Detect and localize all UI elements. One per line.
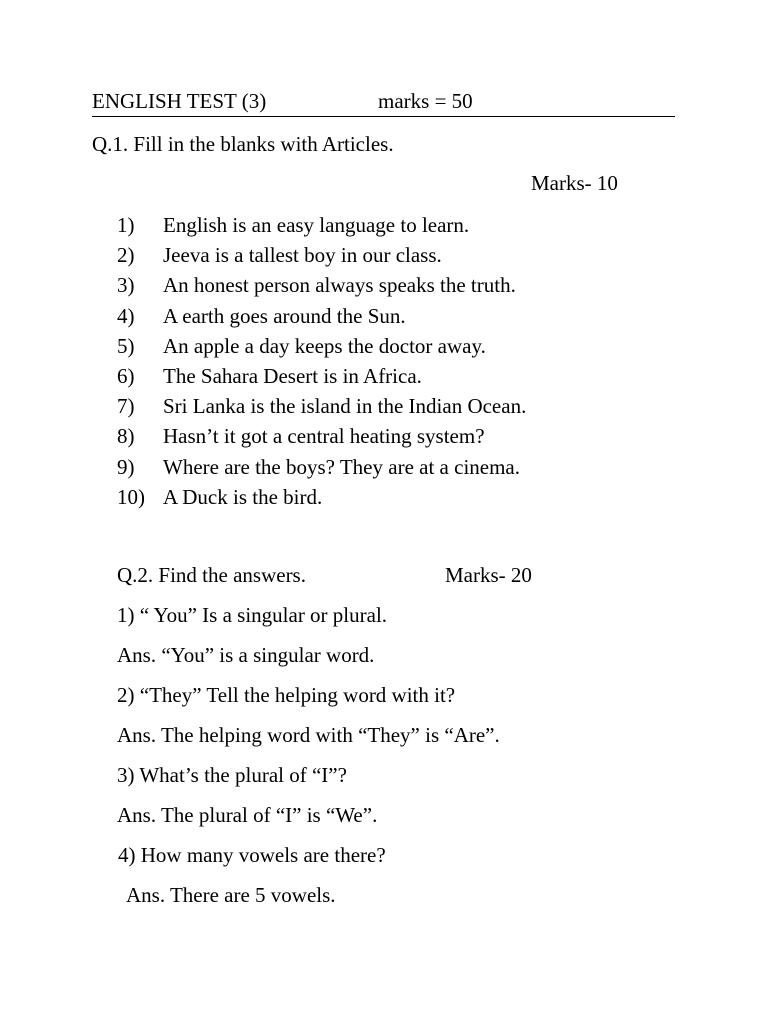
list-item	[117, 240, 526, 270]
q2-answer: Ans. There are 5 vowels.	[126, 883, 336, 907]
test-title: ENGLISH TEST (3)	[92, 89, 267, 113]
item-text: Jeeva is a tallest boy in our class.	[163, 243, 442, 268]
item-text: Hasn’t it got a central heating system?	[163, 424, 485, 449]
list-item	[117, 452, 526, 482]
q2-question: 1) “ You” Is a singular or plural.	[117, 603, 388, 627]
list-item	[117, 482, 526, 512]
item-text: An honest person always speaks the truth.	[163, 273, 516, 298]
q2-question: 3) What’s the plural of “I”?	[117, 763, 347, 787]
q2-answer: Ans. “You” is a singular word.	[117, 643, 375, 667]
list-item	[117, 391, 526, 421]
list-item	[117, 210, 526, 240]
item-number: 4)	[117, 303, 135, 328]
item-text: An apple a day keeps the doctor away.	[163, 333, 486, 358]
q1-list	[117, 210, 526, 512]
q2-title: Q.2. Find the answers.	[117, 563, 306, 587]
list-item	[117, 270, 526, 300]
item-number: 5)	[117, 333, 135, 358]
q2-marks: Marks- 20	[445, 563, 532, 587]
item-number: 7)	[117, 394, 135, 419]
item-number: 1)	[117, 213, 135, 237]
item-text: Sri Lanka is the island in the Indian Ocean.	[163, 394, 527, 419]
item-text: Where are the boys? They are at a cinema.	[163, 454, 520, 479]
item-text: The Sahara Desert is in Africa.	[163, 363, 422, 388]
header-underline	[92, 116, 675, 117]
item-text: A earth goes around the Sun.	[163, 303, 406, 328]
q1-title: Q.1. Fill in the blanks with Articles.	[92, 132, 394, 156]
item-number: 9)	[117, 454, 135, 479]
q2-question: 2) “They” Tell the helping word with it?	[117, 683, 456, 707]
q1-marks: Marks- 10	[531, 171, 618, 195]
q2-question: 4) How many vowels are there?	[118, 843, 386, 867]
item-text: A Duck is the bird.	[163, 484, 323, 509]
item-number: 10)	[117, 484, 145, 509]
q2-answer: Ans. The plural of “I” is “We”.	[117, 803, 378, 827]
item-number: 6)	[117, 363, 135, 388]
list-item	[117, 421, 526, 451]
item-number: 2)	[117, 243, 135, 268]
list-item	[117, 301, 526, 331]
item-number: 8)	[117, 424, 135, 449]
total-marks: marks = 50	[378, 89, 473, 113]
list-item	[117, 331, 526, 361]
list-item	[117, 361, 526, 391]
q2-answer: Ans. The helping word with “They” is “Are”.	[117, 723, 500, 747]
item-text: English is an easy language to learn.	[163, 213, 470, 237]
item-number: 3)	[117, 273, 135, 298]
